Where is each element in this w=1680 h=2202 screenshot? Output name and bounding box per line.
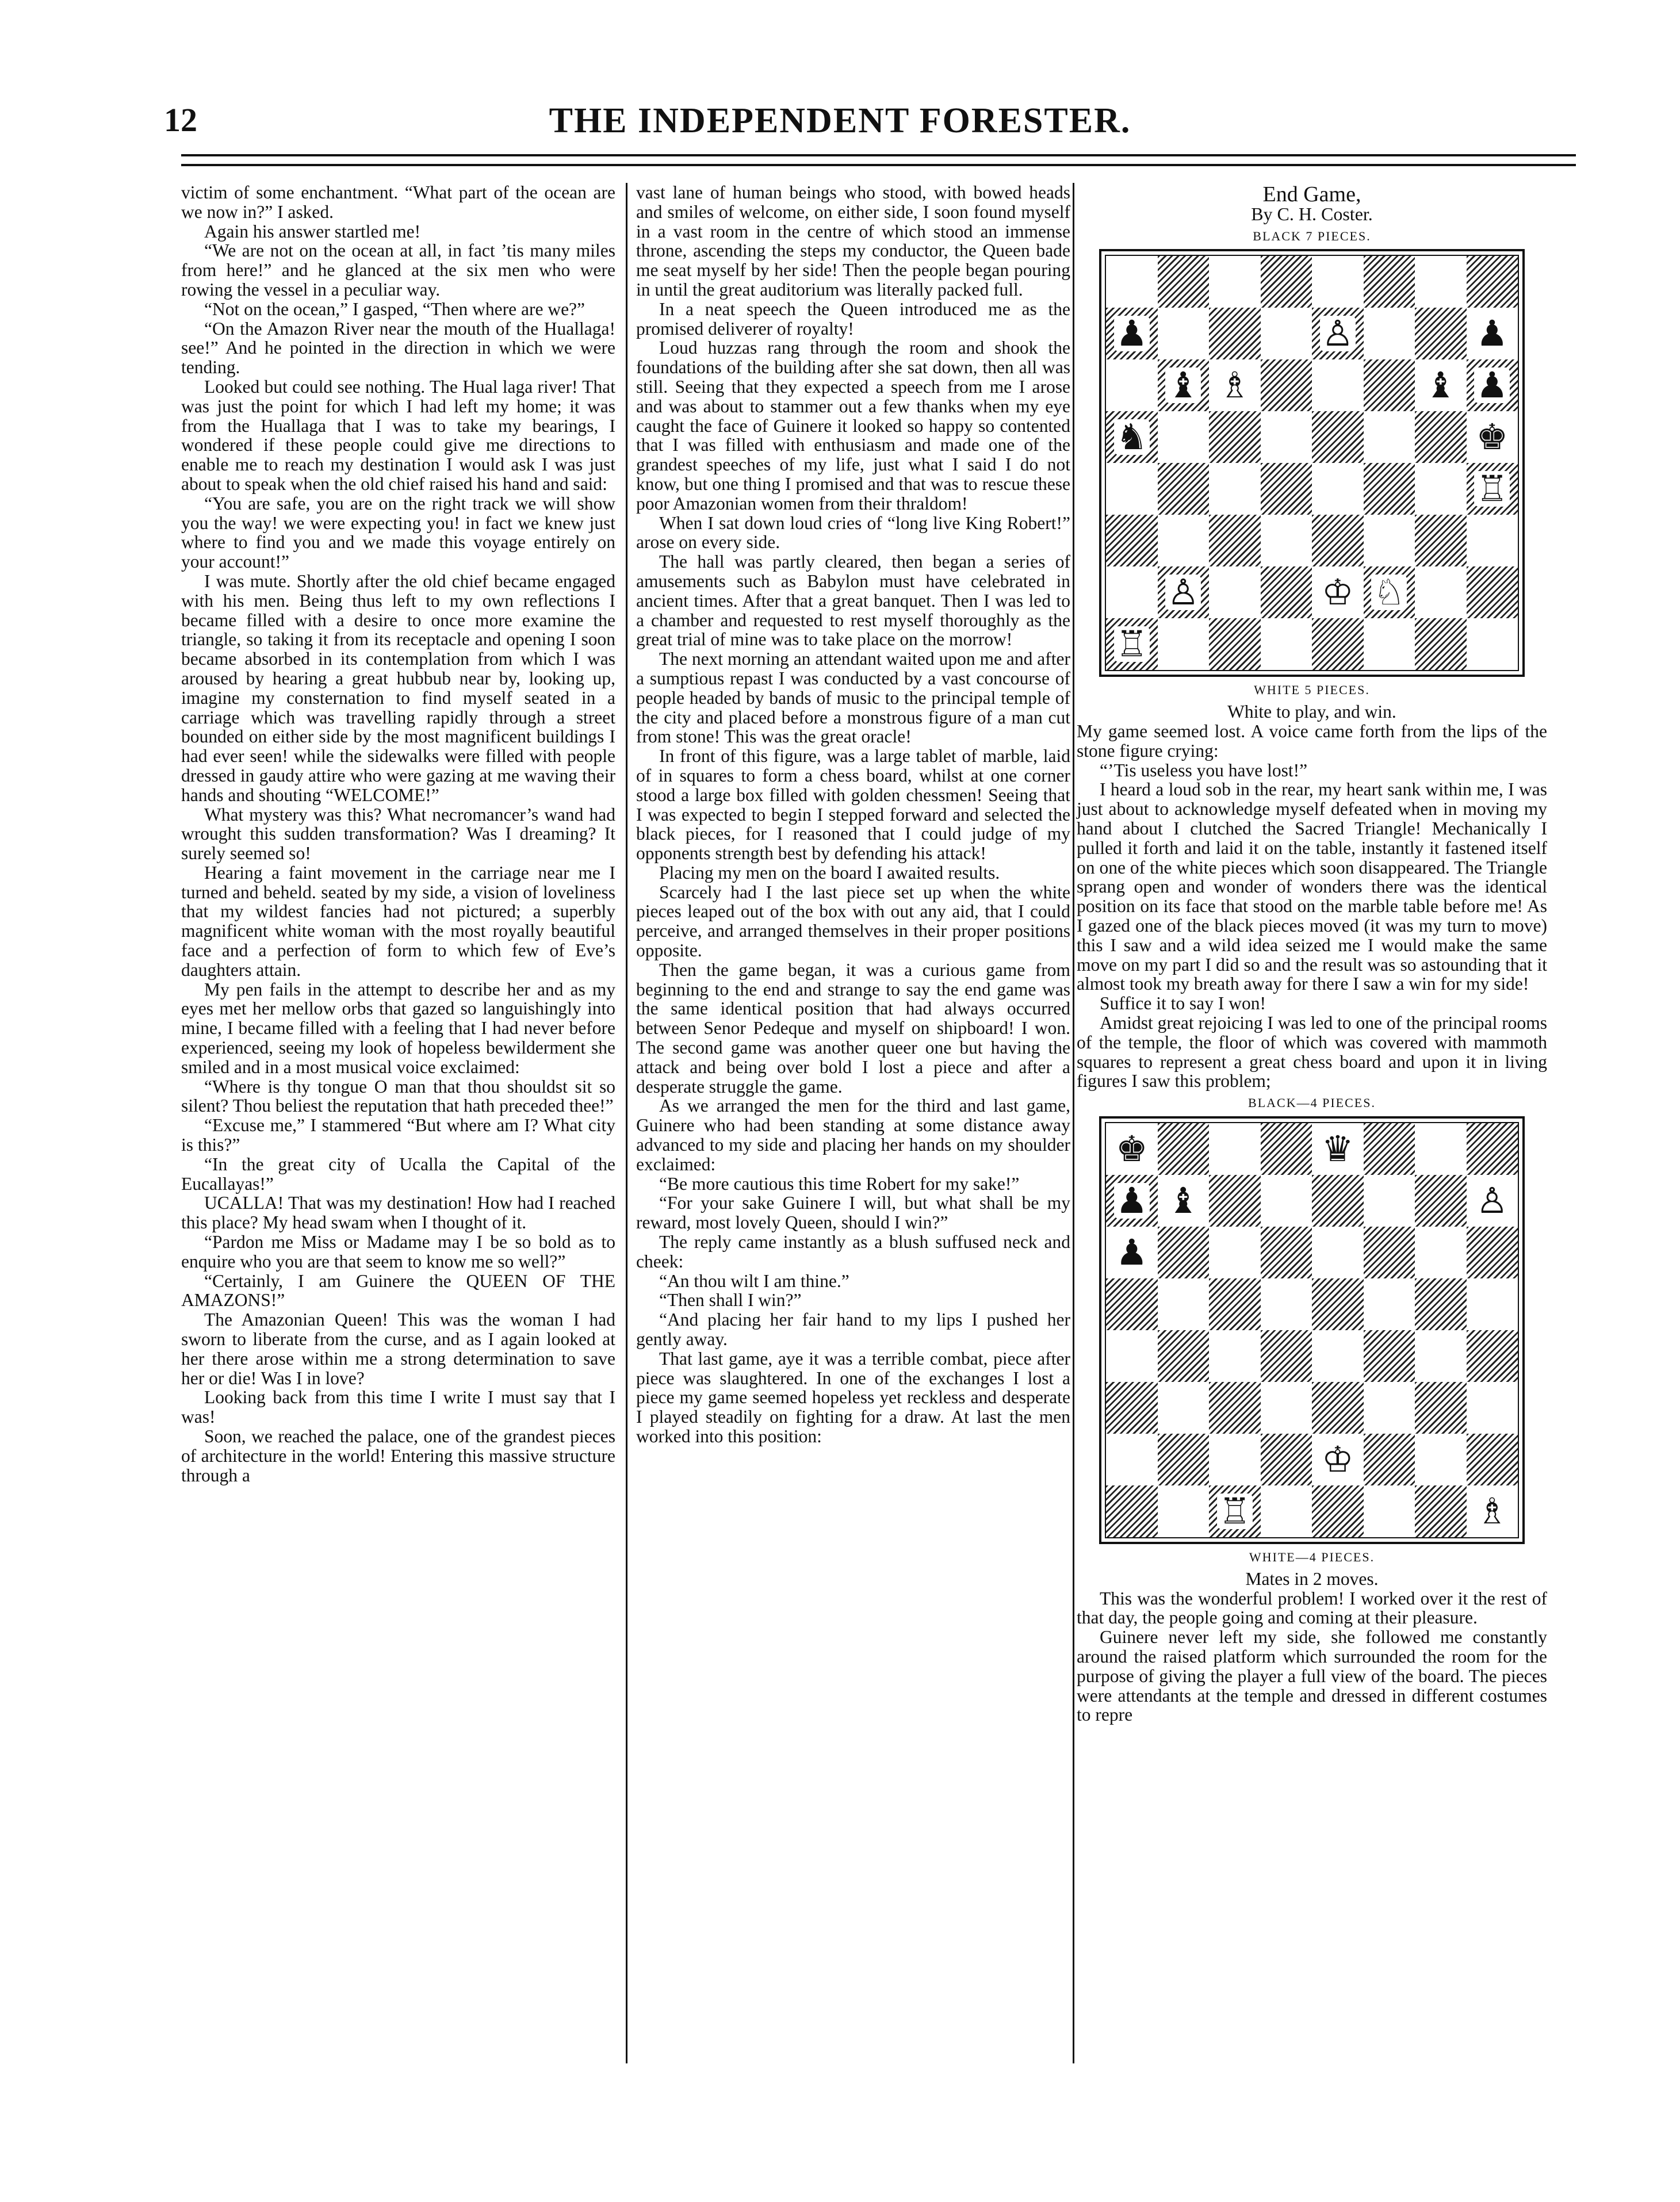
board-square [1209, 411, 1261, 463]
paragraph: Again his answer startled me! [204, 221, 421, 242]
paragraph: Then the game began, it was a curious game from beginning to the end and strange to say the end game was the same identical position that had always occurred between Senor Pedeque and myself on shipboard! I won. The second game was another queer one but having the attack and being over bold I lost a piece and after a desperate struggle the game. [636, 959, 1070, 1097]
chessboard-grid [1105, 1122, 1519, 1538]
board-square [1261, 1485, 1312, 1537]
board-square [1209, 1123, 1261, 1175]
board-square [1467, 411, 1518, 463]
board-square [1415, 256, 1467, 308]
paragraph: I heard a loud sob in the rear, my heart sank within me, I was just about to acknowledge myself defeated when in moving my hand about I clutched the Sacred Triangle! Mechanically I pulled it forth and laid it on the table, instantly it fastened itself on one of the white pieces which soon disappeared. The Triangle sprang open and wonder of wonders there was the identical position on its face that stood on the marble table before me! As I gazed one of the black pieces moved (it was my turn to move) this I saw and a wild idea seized me I would make the same move on my part I did so and the result was so astounding that it almost took my breath away for there I saw a win for my side! [1077, 779, 1547, 994]
board-square [1364, 1434, 1415, 1485]
board-square [1158, 1434, 1210, 1485]
paragraph: “In the great city of Ucalla the Capital of the Eucallayas!” [181, 1154, 615, 1194]
board-square [1364, 1227, 1415, 1278]
paragraph: “For your sake Guinere I will, but what shall be my reward, most lovely Queen, should I win?” [636, 1193, 1070, 1233]
column-divider-2 [1073, 183, 1074, 2063]
board-square [1106, 1485, 1158, 1537]
board-square [1106, 411, 1158, 463]
board-square [1415, 1227, 1467, 1278]
board-square [1261, 618, 1312, 670]
board-square [1312, 515, 1364, 566]
paragraph: What mystery was this? What necromancer’s wand had wrought this sudden transformation? Was I dreaming? It surely seemed so! [181, 804, 615, 864]
board-square [1106, 1123, 1158, 1175]
board-square [1261, 1123, 1312, 1175]
masthead-title: THE INDEPENDENT FORESTER. [549, 101, 1131, 140]
board-square [1467, 1278, 1518, 1330]
board-square [1415, 1123, 1467, 1175]
problem-title: End Game, [1262, 182, 1361, 206]
black-bishop-icon: ♝ [1165, 367, 1201, 403]
board-square [1467, 1175, 1518, 1227]
black-king-icon: ♚ [1114, 1131, 1150, 1167]
board-square [1312, 618, 1364, 670]
board-square [1467, 256, 1518, 308]
board-square [1312, 1278, 1364, 1330]
board-square [1467, 566, 1518, 618]
paragraph: “Where is thy tongue O man that thou shouldst sit so silent? Thou beliest the reputation that hath preceded thee!” [181, 1076, 615, 1116]
paragraph: “You are safe, you are on the right track we will show you the way! we were expecting you! in fact we knew just where to find you and we made this voyage entirely on your account!” [181, 493, 615, 572]
white-king-icon: ♔ [1320, 1442, 1356, 1477]
paragraph: “Be more cautious this time Robert for my sake!” [659, 1173, 1020, 1194]
board2-task: Mates in 2 moves. [1245, 1568, 1379, 1589]
board-square [1158, 411, 1210, 463]
board-square [1106, 1227, 1158, 1278]
board-square [1106, 1434, 1158, 1485]
board-square [1312, 1123, 1364, 1175]
board-square [1415, 411, 1467, 463]
paragraph: “An thou wilt I am thine.” [659, 1270, 849, 1291]
board-square [1467, 359, 1518, 411]
board-square [1158, 359, 1210, 411]
paragraph: “Pardon me Miss or Madame may I be so bold as to enquire who you are that seem to know me so well?” [181, 1232, 615, 1272]
board1-black-label: BLACK 7 PIECES. [1253, 228, 1371, 243]
paragraph: Soon, we reached the palace, one of the grandest pieces of architecture in the world! Entering this massive structure through a [181, 1426, 615, 1485]
board-square [1209, 1382, 1261, 1434]
board-square [1158, 1227, 1210, 1278]
board-square [1364, 1175, 1415, 1227]
board-square [1261, 1434, 1312, 1485]
board-square [1312, 308, 1364, 359]
board-square [1415, 566, 1467, 618]
header-rule-bottom [181, 164, 1576, 166]
paragraph: In front of this figure, was a large tablet of marble, laid of in squares to form a chess board, whilst at one corner stood a large box filled with golden chessmen! Seeing that I was expected to begin I stepped forward and selected the black pieces, for I reasoned that I could judge of my opponents strength best by defending his attack! [636, 746, 1070, 864]
board-square [1312, 463, 1364, 515]
board-square [1415, 359, 1467, 411]
board-square [1106, 256, 1158, 308]
board-square [1158, 1382, 1210, 1434]
board-square [1261, 1382, 1312, 1434]
board-square [1467, 515, 1518, 566]
paragraph: That last game, aye it was a terrible combat, piece after piece was slaughtered. In one of the exchanges I lost a piece my game seemed hopeless yet reckless and desperate I played steadily on fighting for a draw. At last the men worked into this position: [636, 1348, 1070, 1446]
board-square [1209, 1434, 1261, 1485]
paragraph: “Certainly, I am Guinere the QUEEN OF THE AMAZONS!” [181, 1270, 615, 1311]
board-square [1261, 566, 1312, 618]
paragraph: “Not on the ocean,” I gasped, “Then where are we?” [204, 298, 585, 319]
board-square [1364, 566, 1415, 618]
paragraph: “On the Amazon River near the mouth of the Huallaga! see!” And he pointed in the direction in which we were tending. [181, 318, 615, 378]
problem-author: By C. H. Coster. [1251, 203, 1373, 224]
page-number: 12 [164, 101, 197, 139]
board-square [1106, 618, 1158, 670]
board-square [1158, 256, 1210, 308]
paragraph: The next morning an attendant waited upon me and after a sumptious repast I was conducted by a vast concourse of people headed by bands of music to the principal temple of the city and placed before a monstrous figure of a man cut from stone! This was the great oracle! [636, 649, 1070, 747]
board-square [1158, 1330, 1210, 1382]
board-square [1261, 256, 1312, 308]
paragraph: vast lane of human beings who stood, with bowed heads and smiles of welcome, on either side, I soon found myself in a vast room in the centre of which stood an immense throne, ascending the steps my conductor, the Queen bade me seat myself by her side! Then the people began pouring in until the great auditorium was literally packed full. [636, 182, 1070, 300]
board-square [1364, 1278, 1415, 1330]
board-square [1415, 1278, 1467, 1330]
black-king-icon: ♚ [1474, 419, 1510, 455]
board-square [1209, 1278, 1261, 1330]
board-square [1106, 515, 1158, 566]
board-square [1106, 1382, 1158, 1434]
board-square [1158, 463, 1210, 515]
black-pawn-icon: ♟ [1474, 367, 1510, 403]
paragraph: Suffice it to say I won! [1100, 993, 1266, 1014]
board-square [1467, 1123, 1518, 1175]
board-square [1415, 1382, 1467, 1434]
board-square [1467, 618, 1518, 670]
board-square [1415, 308, 1467, 359]
white-pawn-icon: ♙ [1474, 1183, 1510, 1219]
board-square [1364, 1330, 1415, 1382]
paragraph: My pen fails in the attempt to describe her and as my eyes met her mellow orbs that gazed so languishingly into mine, I became filled with a feeling that I had never before experienced, seeing my look of hopeless bewilderment she smiled and in a most musical voice exclaimed: [181, 979, 615, 1077]
board-square [1467, 1434, 1518, 1485]
board-square [1312, 1330, 1364, 1382]
board-square [1312, 1434, 1364, 1485]
board-square [1106, 566, 1158, 618]
board-square [1312, 566, 1364, 618]
board-square [1364, 359, 1415, 411]
board-square [1467, 308, 1518, 359]
board-square [1158, 618, 1210, 670]
board-square [1209, 359, 1261, 411]
board-square [1209, 1175, 1261, 1227]
header-rule-top [181, 154, 1576, 156]
board-square [1261, 1227, 1312, 1278]
board-square [1415, 1434, 1467, 1485]
column-divider-1 [626, 183, 627, 2063]
white-pawn-icon: ♙ [1165, 575, 1201, 610]
board-square [1312, 411, 1364, 463]
board-square [1209, 1330, 1261, 1382]
board-square [1158, 1485, 1210, 1537]
paragraph: Hearing a faint movement in the carriage near me I turned and beheld. seated by my side, a vision of loveliness that my wildest fancies had not pictured; a superbly magnificent white woman with the most royally beautiful face and a perfection of form to which few of Eve’s daughters attain. [181, 862, 615, 980]
chess-diagram-2 [1099, 1116, 1525, 1544]
board-square [1106, 1330, 1158, 1382]
board-square [1312, 1227, 1364, 1278]
white-bishop-icon: ♗ [1474, 1493, 1510, 1529]
board-square [1364, 618, 1415, 670]
board-square [1158, 515, 1210, 566]
board-square [1312, 1175, 1364, 1227]
board-square [1106, 1175, 1158, 1227]
board1-task: White to play, and win. [1227, 702, 1396, 722]
board-square [1261, 1330, 1312, 1382]
board-square [1364, 256, 1415, 308]
paragraph: As we arranged the men for the third and last game, Guinere who had been standing at some distance away advanced to my side and placing her hands on my shoulder exclaimed: [636, 1096, 1070, 1174]
paragraph: The hall was partly cleared, then began a series of amusements such as Babylon must have celebrated in ancient times. After that a great banquet. Then I was led to a chamber and requested to rest myself thoroughly as the great trial of mine was to take place on the morrow! [636, 552, 1070, 650]
board2-black-label: BLACK—4 PIECES. [1248, 1096, 1376, 1110]
paragraph: When I sat down loud cries of “long live King Robert!” arose on every side. [636, 512, 1070, 553]
paragraph: In a neat speech the Queen introduced me as the promised deliverer of royalty! [636, 298, 1070, 339]
board-square [1312, 256, 1364, 308]
board-square [1415, 618, 1467, 670]
paragraph: Looking back from this time I write I must say that I was! [181, 1387, 615, 1427]
black-pawn-icon: ♟ [1114, 1183, 1150, 1219]
board-square [1261, 411, 1312, 463]
paragraph: Guinere never left my side, she followed me constantly around the raised platform which surrounded the room for the purpose of giving the player a full view of the board. The pieces were attendants at the temple and dressed in different costumes to repre [1077, 1627, 1547, 1725]
paragraph: The Amazonian Queen! This was the woman I had sworn to liberate from the curse, and as I again looked at her there arose within me a strong determination to save her or die! Was I in love? [181, 1309, 615, 1388]
board-square [1364, 515, 1415, 566]
black-pawn-icon: ♟ [1114, 316, 1150, 351]
story-column-3 [1077, 183, 1547, 1725]
board-square [1467, 1227, 1518, 1278]
paragraph: Scarcely had I the last piece set up when the white pieces leaped out of the box with out any aid, that I could perceive, and arranged themselves in their proper positions opposite. [636, 882, 1070, 961]
board-square [1209, 566, 1261, 618]
board-square [1158, 1123, 1210, 1175]
board-square [1158, 566, 1210, 618]
board-square [1364, 1485, 1415, 1537]
board-square [1209, 1227, 1261, 1278]
board-square [1312, 1485, 1364, 1537]
board-square [1415, 515, 1467, 566]
board-square [1209, 308, 1261, 359]
white-king-icon: ♔ [1320, 575, 1356, 610]
white-rook-icon: ♖ [1474, 471, 1510, 507]
board-square [1106, 308, 1158, 359]
board-square [1312, 359, 1364, 411]
paragraph: “We are not on the ocean at all, in fact ’tis many miles from here!” and he glanced at the six men who were rowing the vessel in a peculiar way. [181, 240, 615, 300]
paragraph: victim of some enchantment. “What part of the ocean are we now in?” I asked. [181, 182, 615, 222]
board-square [1209, 1485, 1261, 1537]
paragraph: This was the wonderful problem! I worked over it the rest of that day, the people going and coming at their pleasure. [1077, 1588, 1547, 1628]
chess-diagram-1 [1099, 249, 1525, 677]
board-square [1209, 463, 1261, 515]
chessboard-grid [1105, 255, 1519, 671]
paragraph: Placing my men on the board I awaited results. [659, 862, 1000, 883]
board-square [1261, 1175, 1312, 1227]
board-square [1209, 256, 1261, 308]
black-pawn-icon: ♟ [1114, 1235, 1150, 1270]
board-square [1261, 1278, 1312, 1330]
paragraph: UCALLA! That was my destination! How had I reached this place? My head swam when I thought of it. [181, 1193, 615, 1233]
paragraph: Amidst great rejoicing I was led to one of the principal rooms of the temple, the floor of which was covered with mammoth squares to represent a great chess board and upon it in living figures I saw this problem; [1077, 1012, 1547, 1092]
board-square [1364, 1123, 1415, 1175]
board-square [1158, 1278, 1210, 1330]
paragraph: “And placing her fair hand to my lips I pushed her gently away. [636, 1309, 1070, 1350]
board-square [1415, 1330, 1467, 1382]
board-square [1415, 463, 1467, 515]
white-knight-icon: ♘ [1371, 575, 1407, 610]
white-bishop-icon: ♗ [1217, 367, 1253, 403]
paragraph: “Excuse me,” I stammered “But where am I? What city is this?” [181, 1115, 615, 1155]
white-rook-icon: ♖ [1114, 626, 1150, 662]
board-square [1467, 1485, 1518, 1537]
paragraph: Loud huzzas rang through the room and shook the foundations of the building after she sat down, then all was still. Seeing that they expected a speech from me I arose and was about to stammer out a few thanks when my eye caught the face of Guinere it looked so happy so contented that I was filled with enthusiasm and made one of the grandest speeches of my life, just what I said I do not know, but one thing I promised and that was to rescue these poor Amazonian women from their thraldom! [636, 338, 1070, 514]
paragraph: The reply came instantly as a blush suffused neck and cheek: [636, 1232, 1070, 1272]
black-pawn-icon: ♟ [1474, 316, 1510, 351]
paragraph: I was mute. Shortly after the old chief became engaged with his men. Being thus left to my own reflections I became filled with a desire to once more examine the triangle, so taking it from its receptacle and opening I soon became absorbed in its contemplation from which I was aroused by hearing a great hubbub near by, looking up, imagine my consternation to find myself seated in a carriage which was travelling rapidly through a street bounded on either side by the most magnificent buildings I had ever seen! while the sidewalks were filled with people dressed in gaudy attire who were gazing at me waving their hands and shouting “WELCOME!” [181, 570, 615, 805]
board-square [1364, 463, 1415, 515]
board1-white-label: WHITE 5 PIECES. [1254, 683, 1370, 698]
paragraph: “Then shall I win?” [659, 1290, 802, 1311]
board-square [1364, 308, 1415, 359]
board-square [1415, 1175, 1467, 1227]
board-square [1467, 463, 1518, 515]
board-square [1467, 1382, 1518, 1434]
board-square [1364, 1382, 1415, 1434]
paragraph: My game seemed lost. A voice came forth from the lips of the stone figure crying: [1077, 721, 1547, 761]
board-square [1364, 411, 1415, 463]
board-square [1261, 515, 1312, 566]
board-square [1106, 1278, 1158, 1330]
board-square [1261, 463, 1312, 515]
paragraph: Looked but could see nothing. The Hual laga river! That was just the point for which I had left my home; it was from the Huallaga that I was to take my bearings, I wondered if these people could give me directions to enable me to reach my destination I would ask I was just about to speak when the old chief raised his hand and said: [181, 376, 615, 494]
board-square [1312, 1382, 1364, 1434]
board-square [1261, 359, 1312, 411]
board-square [1106, 359, 1158, 411]
board-square [1106, 463, 1158, 515]
white-pawn-icon: ♙ [1320, 316, 1356, 351]
board-square [1415, 1485, 1467, 1537]
story-column-2 [636, 183, 1070, 1446]
black-bishop-icon: ♝ [1165, 1183, 1201, 1219]
board-square [1158, 1175, 1210, 1227]
board-square [1467, 1330, 1518, 1382]
board-square [1261, 308, 1312, 359]
story-column-1 [181, 183, 615, 1485]
black-knight-icon: ♞ [1114, 419, 1150, 455]
board-square [1158, 308, 1210, 359]
board-square [1209, 618, 1261, 670]
paragraph: “’Tis useless you have lost!” [1100, 760, 1308, 780]
board2-white-label: WHITE—4 PIECES. [1249, 1549, 1375, 1564]
black-queen-icon: ♛ [1320, 1131, 1356, 1167]
black-bishop-icon: ♝ [1423, 367, 1459, 403]
board-square [1209, 515, 1261, 566]
white-rook-icon: ♖ [1217, 1493, 1253, 1529]
